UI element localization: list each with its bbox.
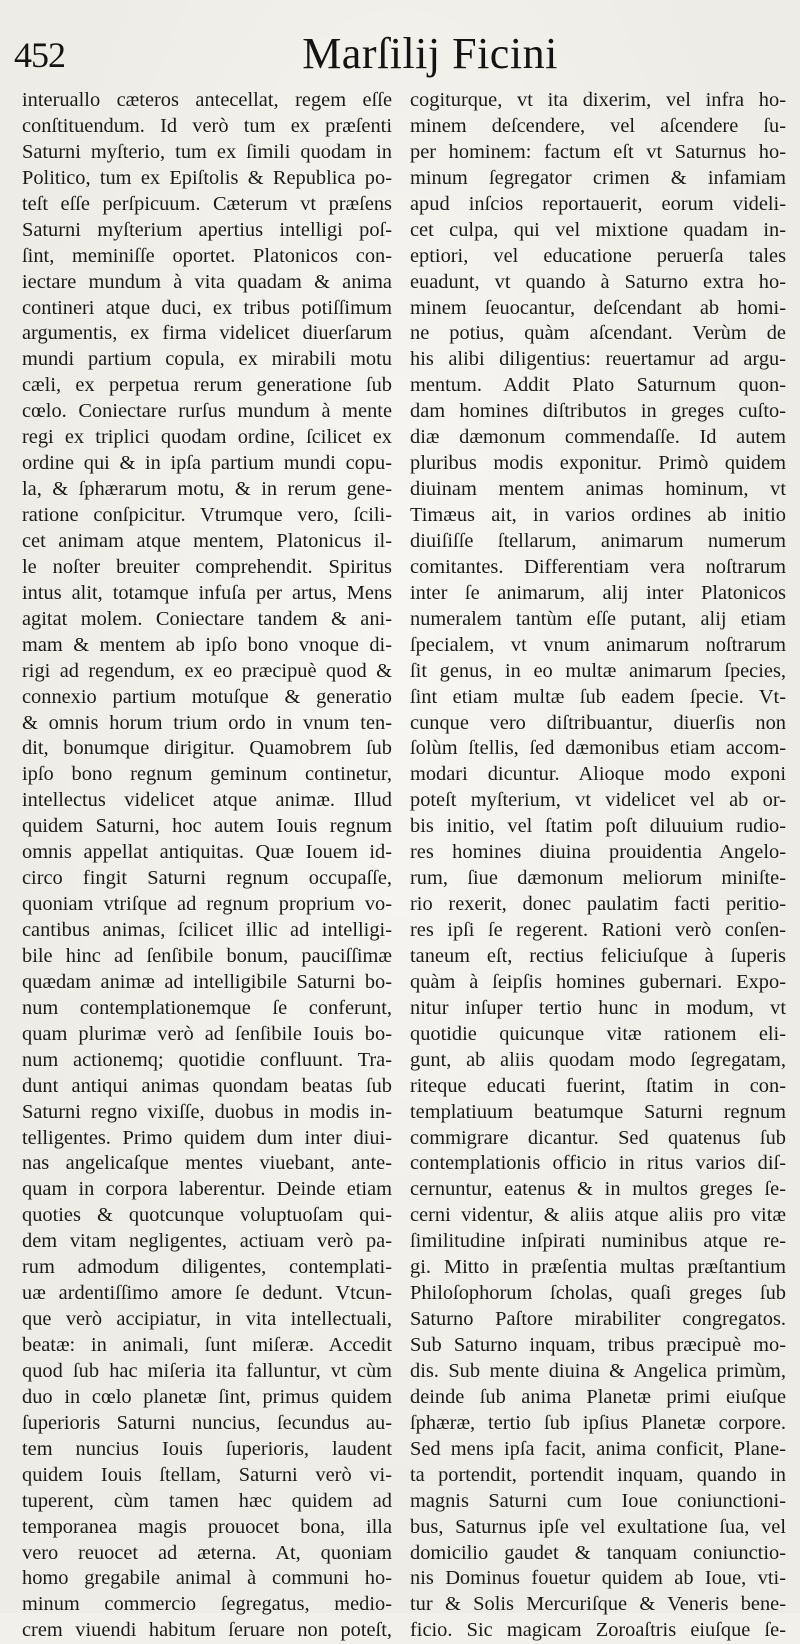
text-line: poteſt myſterium, vt videlicet vel ab or- — [410, 789, 786, 812]
text-line: diuiſiſſe ſtellarum, animarum numerum — [410, 529, 786, 552]
text-line: quotidie quicunque vitæ rationem eli- — [410, 1022, 786, 1045]
text-line: Timæus ait, in varios ordines ab initio — [410, 504, 786, 526]
text-line: quidem Iouis ſtellam, Saturni verò vi- — [22, 1463, 392, 1486]
text-line: que verò accipiatur, in vita intellectuali, — [22, 1308, 392, 1331]
text-line: vero reuocet ad æterna. At, quoniam — [22, 1541, 392, 1564]
text-line: Saturno Paſtore mirabiliter congregatos. — [410, 1308, 786, 1331]
text-line: homo gregabile animal à communi ho- — [22, 1567, 392, 1590]
text-line: gi. Mitto in præſentia multas præſtantium — [410, 1256, 786, 1279]
page-header — [0, 0, 800, 92]
text-line: iectare mundum à vita quadam & anima — [22, 270, 392, 293]
text-line: bile hinc ad ſenſibile bonum, pauciſſimæ — [22, 944, 392, 967]
text-line: numeralem tantùm eſſe putant, alij etiam — [410, 607, 786, 630]
text-line: temporanea magis prouocet bona, illa — [22, 1515, 392, 1538]
text-line: conſtituendum. Id verò tum ex præſenti — [22, 114, 392, 137]
text-line: Sed mens ipſa facit, anima conficit, Plane- — [410, 1437, 786, 1460]
text-line: ne potius, quàm aſcendant. Verùm de — [410, 322, 786, 345]
text-line: mentum. Addit Plato Saturnum quon- — [410, 374, 786, 397]
text-line: minem deſcendere, vel aſcendere ſu- — [410, 114, 786, 137]
text-line: quædam animæ ad intelligibile Saturni bo- — [22, 970, 392, 993]
text-line: cerni videntur, & aliis atque aliis pro vitæ — [410, 1204, 786, 1227]
text-line: le noſter breuiter comprehendit. Spiritus — [22, 555, 392, 578]
text-line: bis initio, vel ſtatim poſt diluuium rudio- — [410, 815, 786, 838]
text-line: ficio. Sic magicam Zoroaſtris eiuſque ſe- — [410, 1619, 786, 1642]
text-line: res homines diuina prouidentia Angelo- — [410, 841, 786, 864]
text-line: Sub Saturno inquam, tribus præcipuè mo- — [410, 1334, 786, 1356]
text-line: cet culpa, qui vel mixtione quadam in- — [410, 218, 786, 241]
text-line: ratione conſpicitur. Vtrumque vero, ſcili- — [22, 504, 392, 526]
text-line: quod ſub hac miſeria ita falluntur, vt cùm — [22, 1359, 392, 1382]
text-line: nas angelicaſque mentes viuebant, ante- — [22, 1152, 392, 1175]
text-line: rigi ad regendum, ex eo præcipuè quod & — [22, 659, 392, 682]
text-line: ta portendit, portendit inquam, quando in — [410, 1463, 786, 1486]
text-line: cæli, ex perpetua rerum generatione ſub — [22, 374, 392, 397]
text-line: circo fingit Saturni regnum occupaſſe, — [22, 867, 392, 890]
text-line: quoties & quotcunque voluptuoſam qui- — [22, 1204, 392, 1227]
text-line: dis. Sub mente diuina & Angelica primùm, — [410, 1359, 786, 1382]
text-line: dunt antiqui animas quondam beatas ſub — [22, 1074, 392, 1097]
text-line: ſpecialem, vt vnum animarum noſtrarum — [410, 633, 786, 656]
page-number: 452 — [14, 35, 65, 75]
text-line: commigrare dicantur. Sed quatenus ſub — [410, 1126, 786, 1149]
text-line: intellectus videlicet atque animæ. Illud — [22, 789, 392, 812]
text-line: quam plurimæ verò ad ſenſibile Iouis bo- — [22, 1022, 392, 1045]
text-line: Saturni regno vixiſſe, duobus in modis in- — [22, 1100, 392, 1123]
text-line: num actionemq; quotidie confluunt. Tra- — [22, 1048, 392, 1071]
text-line: comitantes. Differentiam vera noſtrarum — [410, 555, 786, 578]
text-line: dit, bonumque dirigitur. Quamobrem ſub — [22, 737, 392, 760]
text-line: quoniam vtriſque ad regnum proprium vo- — [22, 893, 392, 916]
text-line: inter ſe animarum, alij inter Platonicos — [410, 581, 786, 604]
text-line: ſolùm ſtellis, ſed dæmonibus etiam accom- — [410, 737, 786, 760]
text-line: contemplationis officio in ritus varios diſ- — [410, 1152, 786, 1175]
text-line: gunt, ab aliis quodam modo ſegregatam, — [410, 1048, 786, 1071]
text-line: cœlo. Coniectare rurſus mundum à mente — [22, 400, 392, 423]
text-line: dem vitam negligentes, actiuam verò pa- — [22, 1230, 392, 1253]
text-line: minem ſeuocantur, deſcendant ab homi- — [410, 296, 786, 319]
text-line: riteque educati fuerint, ſtatim in con- — [410, 1074, 786, 1097]
running-head: Marſilij Ficini — [302, 29, 558, 78]
text-line: tem nuncius Iouis ſuperioris, laudent — [22, 1437, 392, 1460]
text-line: taneum eſt, rectius feliciuſque à ſuperis — [410, 944, 786, 967]
text-line: argumentis, ex firma videlicet diuerſarum — [22, 322, 392, 345]
text-line: connexio partium motuſque & generatio — [22, 685, 392, 708]
text-line: ſit genus, in eo multæ animarum ſpecies, — [410, 659, 786, 682]
text-line: Philoſophorum ſcholas, quaſi greges ſub — [410, 1282, 786, 1305]
text-line: uæ ardentiſſimo amore ſe dedunt. Vtcun- — [22, 1282, 392, 1305]
text-line: modari dicuntur. Alioque modo exponi — [410, 763, 786, 786]
text-line: templatiuum beatumque Saturni regnum — [410, 1100, 786, 1123]
text-line: duo in cœlo planetæ ſint, primus quidem — [22, 1385, 392, 1408]
text-line: mundi partium copula, ex mirabili motu — [22, 348, 392, 371]
text-line: mam & mentem ab ipſo bono vnoque di- — [22, 633, 392, 656]
text-line: quidem Saturni, hoc autem Iouis regnum — [22, 815, 392, 838]
text-line: res ipſi ſe regerent. Rationi verò conſen- — [410, 919, 786, 941]
text-line: cantibus animas, ſcilicet illic ad intelligi- — [22, 919, 392, 941]
text-line: nis Dominus fouetur quidem ab Ioue, vti- — [410, 1567, 786, 1590]
text-line: deinde ſub anima Planetæ primi eiuſque — [410, 1385, 786, 1408]
text-line: per hominem: factum eſt vt Saturnus ho- — [410, 140, 786, 163]
text-line: cet animam atque mentem, Platonicus il- — [22, 529, 392, 552]
text-line: bus, Saturnus ipſe vel exultatione ſua, vel — [410, 1515, 786, 1538]
body-text — [22, 88, 790, 1642]
text-line: Saturni myſterium apertius intelligi poſ- — [22, 218, 392, 241]
text-line: crem viuendi habitum ſeruare non poteſt, — [22, 1619, 392, 1642]
text-line: diæ dæmonum commendaſſe. Id autem — [410, 426, 786, 449]
text-line: interuallo cæteros antecellat, regem eſſe — [22, 89, 392, 111]
text-line: tuperent, cùm tamen hæc quidem ad — [22, 1489, 392, 1512]
text-line: minum ſegregator crimen & infamiam — [410, 166, 786, 189]
left-column — [22, 88, 392, 1642]
text-line: rum admodum diligentes, contemplati- — [22, 1256, 392, 1279]
text-line: eptiori, vel educatione peruerſa tales — [410, 244, 786, 267]
text-line: rum, ſiue dæmonum meliorum miniſte- — [410, 867, 786, 890]
text-line: magnis Saturni cum Ioue coniunctioni- — [410, 1489, 786, 1512]
text-line: his alibi diligentius: reuertamur ad argu- — [410, 348, 786, 371]
right-column — [410, 88, 786, 1642]
text-line: ſint, meminiſſe oportet. Platonicos con- — [22, 244, 392, 267]
text-line: dam homines diſtributos in greges cuſto- — [410, 400, 786, 423]
text-line: num contemplationemque ſe conferunt, — [22, 996, 392, 1019]
text-line: ſimilitudine inſpirati numinibus atque re- — [410, 1230, 786, 1253]
text-line: pluribus modis exponitur. Primò quidem — [410, 452, 786, 475]
text-line: la, & ſphærarum motu, & in rerum gene- — [22, 478, 392, 501]
text-line: ſphæræ, tertio ſub ipſius Planetæ corpore. — [410, 1411, 786, 1434]
text-line: euadunt, vt quando à Saturno extra ho- — [410, 270, 786, 293]
text-line: tur & Solis Mercuriſque & Veneris bene- — [410, 1593, 786, 1616]
text-line: ordine qui & in ipſa partium mundi copu- — [22, 452, 392, 475]
text-line: ipſo bono regnum geminum continetur, — [22, 763, 392, 786]
text-line: Politico, tum ex Epiſtolis & Republica po- — [22, 166, 392, 189]
text-line: quam in corpora laberentur. Deinde etiam — [22, 1178, 392, 1201]
text-line: minum commercio ſegregatus, medio- — [22, 1593, 392, 1616]
text-line: & omnis horum trium ordo in vnum ten- — [22, 711, 392, 734]
text-line: agitat molem. Coniectare tandem & ani- — [22, 607, 392, 630]
text-line: apud inſcios reportauerit, eorum videli- — [410, 192, 786, 215]
text-line: regi ex triplici quodam ordine, ſcilicet ex — [22, 426, 392, 449]
text-line: beatæ: in animali, ſunt miſeræ. Accedit — [22, 1334, 392, 1356]
text-line: contineri atque duci, ex tribus potiſſimum — [22, 296, 392, 319]
text-line: nitur inſuper tertio hunc in modum, vt — [410, 996, 786, 1019]
text-line: quàm à ſeipſis homines gubernari. Expo- — [410, 970, 786, 993]
text-line: intus alit, totamque infuſa per artus, Mens — [22, 581, 392, 604]
text-line: telligentes. Primo quidem dum inter diui- — [22, 1126, 392, 1149]
text-line: domicilio gaudet & tanquam coniunctio- — [410, 1541, 786, 1564]
text-line: cogiturque, vt ita dixerim, vel infra ho- — [410, 89, 786, 111]
text-line: diuinam mentem animas hominum, vt — [410, 478, 786, 501]
text-line: ſint etiam multæ ſub eadem ſpecie. Vt- — [410, 685, 786, 708]
text-line: teſt eſſe perſpicuum. Cæterum vt præſens — [22, 192, 392, 215]
text-line: Saturni myſterio, tum ex ſimili quodam in — [22, 140, 392, 163]
text-line: omnis appellat antiquitas. Quæ Iouem id- — [22, 841, 392, 864]
text-line: cunque vero diſtribuantur, diuerſis non — [410, 711, 786, 734]
text-line: cernuntur, eatenus & in multos greges ſe- — [410, 1178, 786, 1201]
text-line: rio rexerit, donec paulatim facti peritio- — [410, 893, 786, 916]
text-line: ſuperioris Saturni nuncius, ſecundus au- — [22, 1411, 392, 1434]
